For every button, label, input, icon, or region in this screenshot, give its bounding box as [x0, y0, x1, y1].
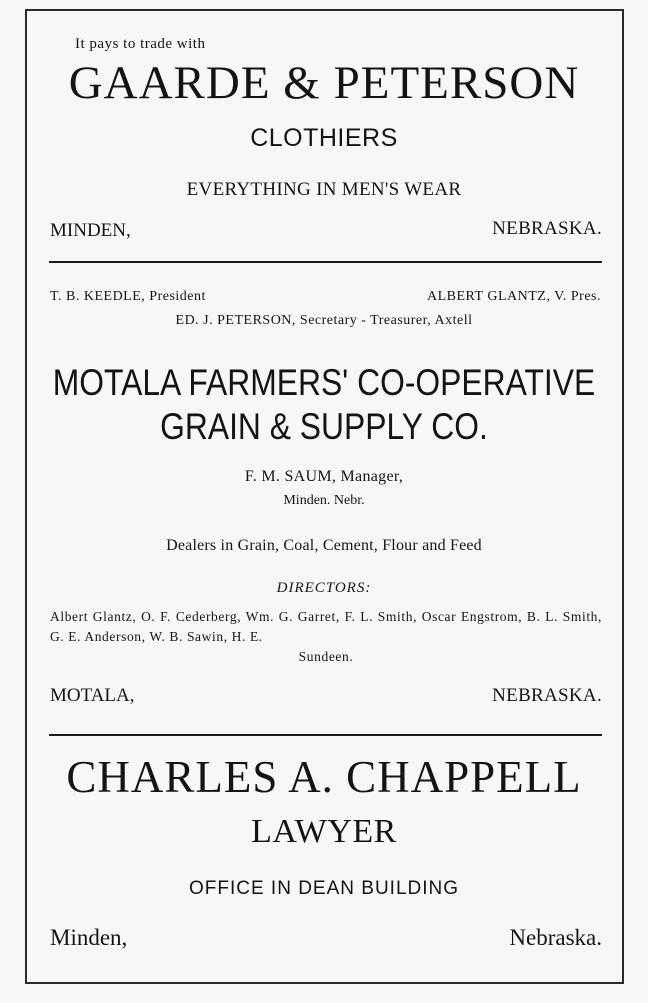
motala-president: T. B. KEEDLE, President: [50, 289, 206, 304]
motala-vice-president: ALBERT GLANTZ, V. Pres.: [427, 289, 601, 304]
divider-2: [49, 734, 602, 736]
motala-directors-last: Sundeen.: [298, 649, 354, 664]
gaarde-city: MINDEN,: [50, 220, 131, 241]
chappell-state: Nebraska.: [509, 925, 602, 950]
gaarde-slogan: EVERYTHING IN MEN'S WEAR: [186, 179, 462, 200]
motala-directors-list: [50, 607, 602, 667]
motala-manager-location: Minden. Nebr.: [283, 493, 365, 508]
gaarde-trade: CLOTHIERS: [250, 124, 398, 152]
chappell-city: Minden,: [50, 925, 128, 950]
motala-directors-body: Albert Glantz, O. F. Cederberg, Wm. G. Garret, F. L. Smith, Oscar Engstrom, B. L. Smith, G. E. Anderson, W. B. Sawin, H. E.: [50, 609, 602, 644]
chappell-profession: LAWYER: [251, 813, 397, 850]
motala-name-line2: GRAIN & SUPPLY CO.: [160, 406, 488, 447]
chappell-office: OFFICE IN DEAN BUILDING: [188, 878, 460, 899]
gaarde-business-name: GAARDE & PETERSON: [68, 57, 580, 109]
gaarde-tagline: It pays to trade with: [75, 36, 206, 52]
motala-city: MOTALA,: [50, 685, 135, 706]
chappell-name: CHARLES A. CHAPPELL: [66, 752, 582, 802]
gaarde-state: NEBRASKA.: [492, 218, 602, 239]
motala-directors-heading: DIRECTORS:: [276, 580, 372, 596]
motala-manager: F. M. SAUM, Manager,: [244, 468, 404, 485]
motala-state: NEBRASKA.: [492, 685, 602, 706]
divider-1: [49, 261, 602, 263]
motala-secretary: ED. J. PETERSON, Secretary - Treasurer, Axtell: [175, 313, 473, 328]
motala-name-line1: MOTALA FARMERS' CO-OPERATIVE: [52, 362, 596, 403]
motala-dealers: Dealers in Grain, Coal, Cement, Flour and Feed: [166, 537, 482, 554]
